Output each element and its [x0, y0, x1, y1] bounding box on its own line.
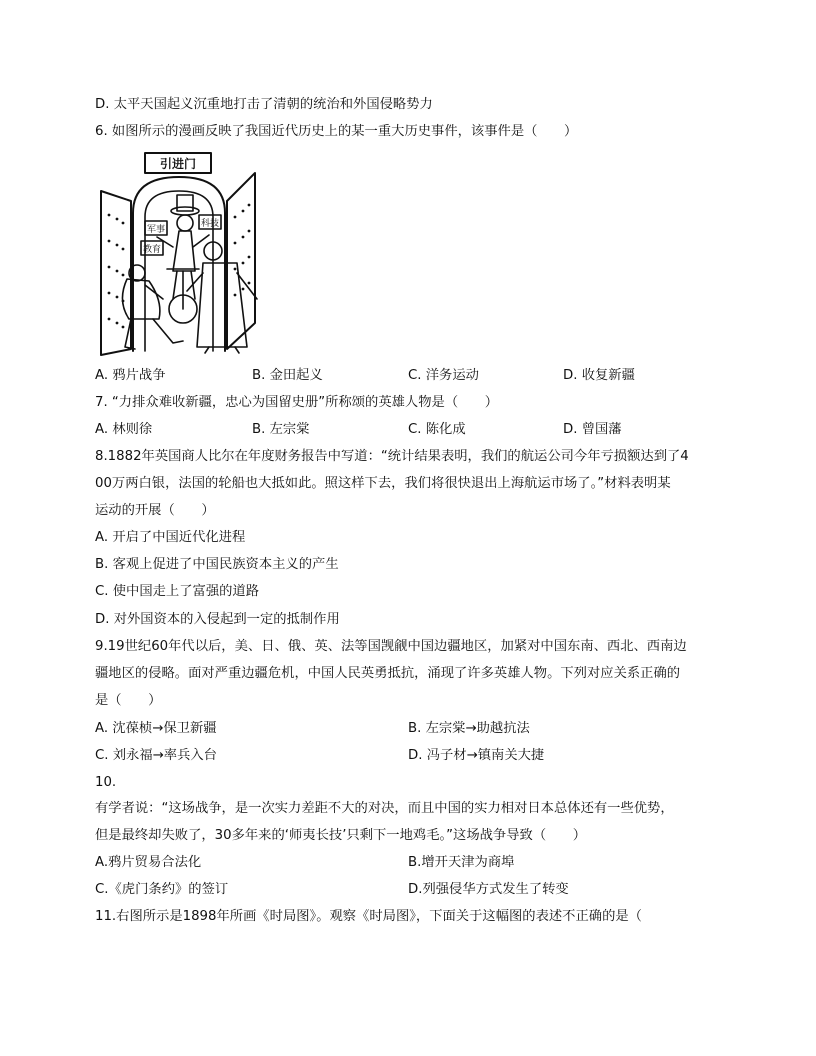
q8-stem-line1: 8.1882年英国商人比尔在年度财务报告中写道：“统计结果表明，我们的航运公司今年亏损额达到了4	[95, 449, 689, 464]
q8-option-a: A. 开启了中国近代化进程	[95, 530, 246, 545]
q7-stem: 7. “力排众难收新疆，忠心为国留史册”所称颂的英雄人物是（ ）	[95, 395, 499, 410]
q7-option-a: A. 林则徐	[95, 422, 153, 437]
q10-number: 10.	[95, 775, 117, 790]
q9-stem-line1: 9.19世纪60年代以后，美、日、俄、英、法等国觊觎中国边疆地区，加紧对中国东南、西北、西南边	[95, 639, 687, 654]
q9-stem-line3: 是（ ）	[95, 693, 162, 708]
cartoon-sign-text: 引进门	[159, 157, 197, 171]
q5-option-d: D. 太平天国起义沉重地打击了清朝的统治和外国侵略势力	[95, 97, 433, 112]
q8-option-c: C. 使中国走上了富强的道路	[95, 584, 260, 599]
q8-option-d: D. 对外国资本的入侵起到一定的抵制作用	[95, 612, 340, 627]
q7-option-b: B. 左宗棠	[252, 422, 310, 437]
q8-stem-line2: 00万两白银，法国的轮船也大抵如此。照这样下去，我们将很快退出上海航运市场了。”材料表明某	[95, 476, 671, 491]
q10-option-a: A.鸦片贸易合法化	[95, 855, 202, 870]
q6-option-c: C. 洋务运动	[408, 368, 479, 383]
q10-option-b: B.增开天津为商埠	[408, 855, 515, 870]
q11-stem: 11.右图所示是1898年所画《时局图》。观察《时局图》，下面关于这幅图的表述不正确的是（	[95, 909, 642, 924]
cartoon-label-tech: 科技	[200, 219, 220, 229]
cartoon-label-education: 教育	[142, 245, 162, 255]
q10-option-c: C.《虎门条约》的签订	[95, 882, 229, 897]
q7-option-d: D. 曾国藩	[563, 422, 622, 437]
q8-stem-line3: 运动的开展（ ）	[95, 503, 215, 518]
cartoon-label-military: 军事	[146, 225, 166, 235]
cartoon-illustration	[97, 151, 261, 356]
q6-stem: 6. 如图所示的漫画反映了我国近代历史上的某一重大历史事件，该事件是（ ）	[95, 124, 578, 139]
q9-stem-line2: 疆地区的侵略。面对严重边疆危机，中国人民英勇抵抗，涌现了许多英雄人物。下列对应关系正确的	[95, 666, 681, 681]
q9-option-c: C. 刘永福→率兵入台	[95, 748, 217, 763]
q9-option-b: B. 左宗棠→助越抗法	[408, 721, 530, 736]
q6-option-b: B. 金田起义	[252, 368, 323, 383]
q7-option-c: C. 陈化成	[408, 422, 466, 437]
q10-option-d: D.列强侵华方式发生了转变	[408, 882, 569, 897]
q8-option-b: B. 客观上促进了中国民族资本主义的产生	[95, 557, 339, 572]
q10-stem-line1: 有学者说：“这场战争，是一次实力差距不大的对决，而且中国的实力相对日本总体还有一些优势，	[95, 801, 674, 816]
q6-option-a: A. 鸦片战争	[95, 368, 166, 383]
q9-option-d: D. 冯子材→镇南关大捷	[408, 748, 545, 763]
q9-option-a: A. 沈葆桢→保卫新疆	[95, 721, 217, 736]
q6-option-d: D. 收复新疆	[563, 368, 635, 383]
q10-stem-line2: 但是最终却失败了，30多年来的‘师夷长技’只剩下一地鸡毛。”这场战争导致（ ）	[95, 828, 587, 843]
